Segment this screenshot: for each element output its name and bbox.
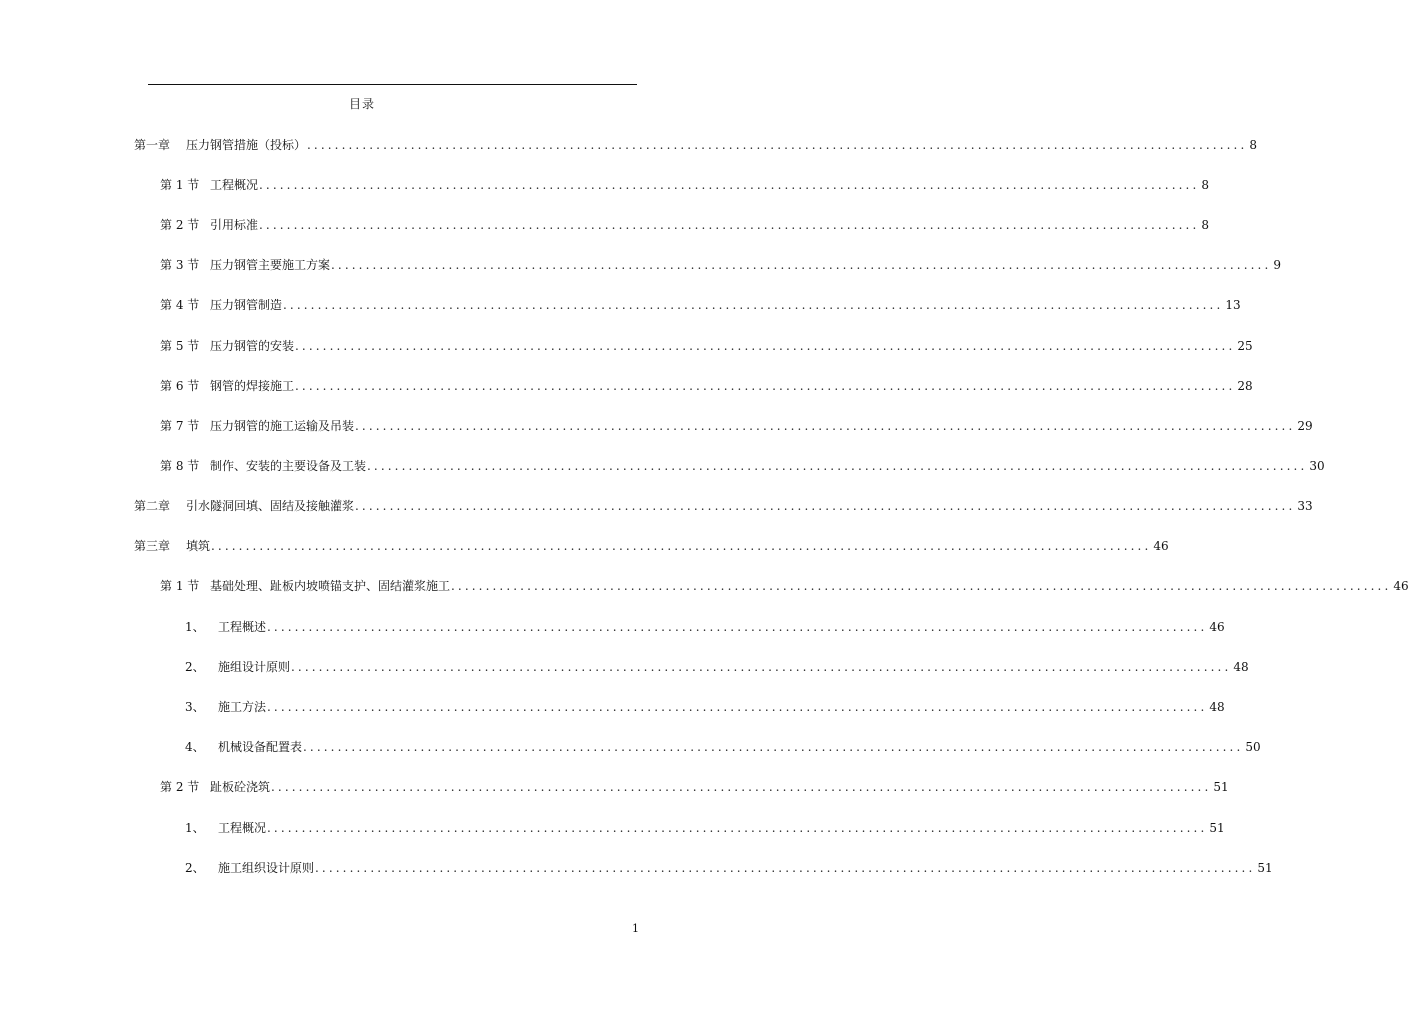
toc-entry-label: 1、 [185, 620, 205, 634]
toc-entry-page: 51 [1257, 861, 1273, 875]
toc-entry-label: 第 2 节 [160, 218, 200, 232]
toc-entry-label: 4、 [185, 740, 205, 754]
toc-entry-label: 第 4 节 [160, 298, 200, 312]
toc-entry[interactable] [160, 297, 1241, 313]
toc-entry[interactable] [185, 860, 1273, 876]
toc-entry-label: 第 1 节 [160, 178, 200, 192]
toc-entry-page: 9 [1273, 258, 1282, 272]
toc-entry-leader: ........................................................................................................................................ [307, 138, 1248, 152]
toc-entry[interactable] [160, 779, 1229, 795]
toc-entry-title: 引水隧洞回填、固结及接触灌浆 [186, 499, 355, 513]
toc-entry[interactable] [134, 137, 1258, 153]
toc-entry-page: 28 [1237, 379, 1253, 393]
toc-entry[interactable] [160, 458, 1325, 474]
toc-entry-page: 30 [1309, 459, 1325, 473]
toc-entry-page: 46 [1393, 579, 1409, 593]
toc-entry-leader: ........................................................................................................................................ [355, 419, 1296, 433]
toc-entry-page: 25 [1237, 339, 1253, 353]
toc-entry-leader: ........................................................................................................................................ [331, 258, 1272, 272]
toc-entry-label: 第 2 节 [160, 780, 200, 794]
toc-entry-page: 46 [1209, 620, 1225, 634]
toc-entry-leader: ........................................................................................................................................ [303, 740, 1244, 754]
toc-entry-leader: ........................................................................................................................................ [259, 178, 1200, 192]
toc-entry-title: 引用标准 [210, 218, 259, 232]
toc-entry[interactable] [185, 619, 1225, 635]
toc-entry-page: 29 [1297, 419, 1313, 433]
toc-entry-title: 机械设备配置表 [218, 740, 303, 754]
toc-entry-title: 钢管的焊接施工 [210, 379, 295, 393]
toc-entry[interactable] [185, 739, 1261, 755]
toc-entry-page: 46 [1153, 539, 1169, 553]
toc-entry-page: 8 [1201, 178, 1210, 192]
toc-entry-leader: ........................................................................................................................................ [295, 339, 1236, 353]
toc-entry[interactable] [185, 659, 1249, 675]
toc-entry-title: 压力钢管制造 [210, 298, 283, 312]
toc-entry-leader: ........................................................................................................................................ [367, 459, 1308, 473]
toc-entry-title: 施工方法 [218, 700, 267, 714]
page-number: 1 [632, 922, 639, 935]
toc-entry-leader: ........................................................................................................................................ [291, 660, 1232, 674]
toc-entry-leader: ........................................................................................................................................ [315, 861, 1256, 875]
toc-entry-leader: ........................................................................................................................................ [267, 700, 1208, 714]
toc-entry[interactable] [160, 578, 1409, 594]
toc-entry-title: 施工组织设计原则 [218, 861, 315, 875]
toc-entry-page: 50 [1245, 740, 1261, 754]
toc-entry[interactable] [160, 177, 1210, 193]
toc-entry-title: 压力钢管措施（投标） [186, 138, 307, 152]
toc-entry[interactable] [160, 418, 1313, 434]
toc-entry[interactable] [134, 538, 1169, 554]
toc-entry-leader: ........................................................................................................................................ [211, 539, 1152, 553]
toc-entry-page: 51 [1213, 780, 1229, 794]
toc-entry-label: 2、 [185, 861, 205, 875]
toc-entry-label: 第 5 节 [160, 339, 200, 353]
toc-entry-label: 第二章 [134, 499, 171, 513]
toc-entry-label: 第 1 节 [160, 579, 200, 593]
toc-entry-title: 压力钢管的安装 [210, 339, 295, 353]
toc-entry-title: 压力钢管主要施工方案 [210, 258, 331, 272]
toc-entry-title: 制作、安装的主要设备及工装 [210, 459, 367, 473]
toc-entry-leader: ........................................................................................................................................ [267, 620, 1208, 634]
toc-entry-page: 8 [1201, 218, 1210, 232]
toc-entry-page: 48 [1209, 700, 1225, 714]
toc-entry[interactable] [160, 217, 1210, 233]
toc-entry[interactable] [134, 498, 1313, 514]
toc-entry-leader: ........................................................................................................................................ [259, 218, 1200, 232]
toc-entry-page: 51 [1209, 821, 1225, 835]
toc-entry-page: 8 [1249, 138, 1258, 152]
toc-entry-title: 填筑 [186, 539, 211, 553]
toc-entry-label: 3、 [185, 700, 205, 714]
toc-entry-title: 压力钢管的施工运输及吊装 [210, 419, 355, 433]
toc-entry-label: 2、 [185, 660, 205, 674]
toc-entry-leader: ........................................................................................................................................ [271, 780, 1212, 794]
toc-entry-page: 13 [1225, 298, 1241, 312]
toc-entry-page: 33 [1297, 499, 1313, 513]
toc-entry[interactable] [160, 338, 1253, 354]
toc-entry[interactable] [160, 257, 1282, 273]
toc-entry-label: 第 6 节 [160, 379, 200, 393]
toc-entry-leader: ........................................................................................................................................ [283, 298, 1224, 312]
toc-entry-leader: ........................................................................................................................................ [295, 379, 1236, 393]
toc-entry[interactable] [160, 378, 1253, 394]
toc-entry-label: 第 7 节 [160, 419, 200, 433]
toc-entry-label: 第一章 [134, 138, 171, 152]
toc-entry-label: 第 8 节 [160, 459, 200, 473]
toc-entry-label: 第三章 [134, 539, 171, 553]
toc-entry[interactable] [185, 699, 1225, 715]
toc-entry-page: 48 [1233, 660, 1249, 674]
toc-entry-label: 1、 [185, 821, 205, 835]
toc-entry-leader: ........................................................................................................................................ [267, 821, 1208, 835]
toc-entry[interactable] [185, 820, 1225, 836]
toc-entry-title: 工程概述 [218, 620, 267, 634]
toc-entry-title: 施组设计原则 [218, 660, 291, 674]
toc-entry-title: 基础处理、趾板内坡喷锚支护、固结灌浆施工 [210, 579, 451, 593]
toc-entry-label: 第 3 节 [160, 258, 200, 272]
toc-title: 目录 [348, 97, 375, 111]
toc-entry-title: 工程概况 [218, 821, 267, 835]
toc-entry-title: 工程概况 [210, 178, 259, 192]
toc-entry-leader: ........................................................................................................................................ [355, 499, 1296, 513]
toc-entry-title: 趾板砼浇筑 [210, 780, 271, 794]
toc-entry-leader: ........................................................................................................................................ [451, 579, 1392, 593]
